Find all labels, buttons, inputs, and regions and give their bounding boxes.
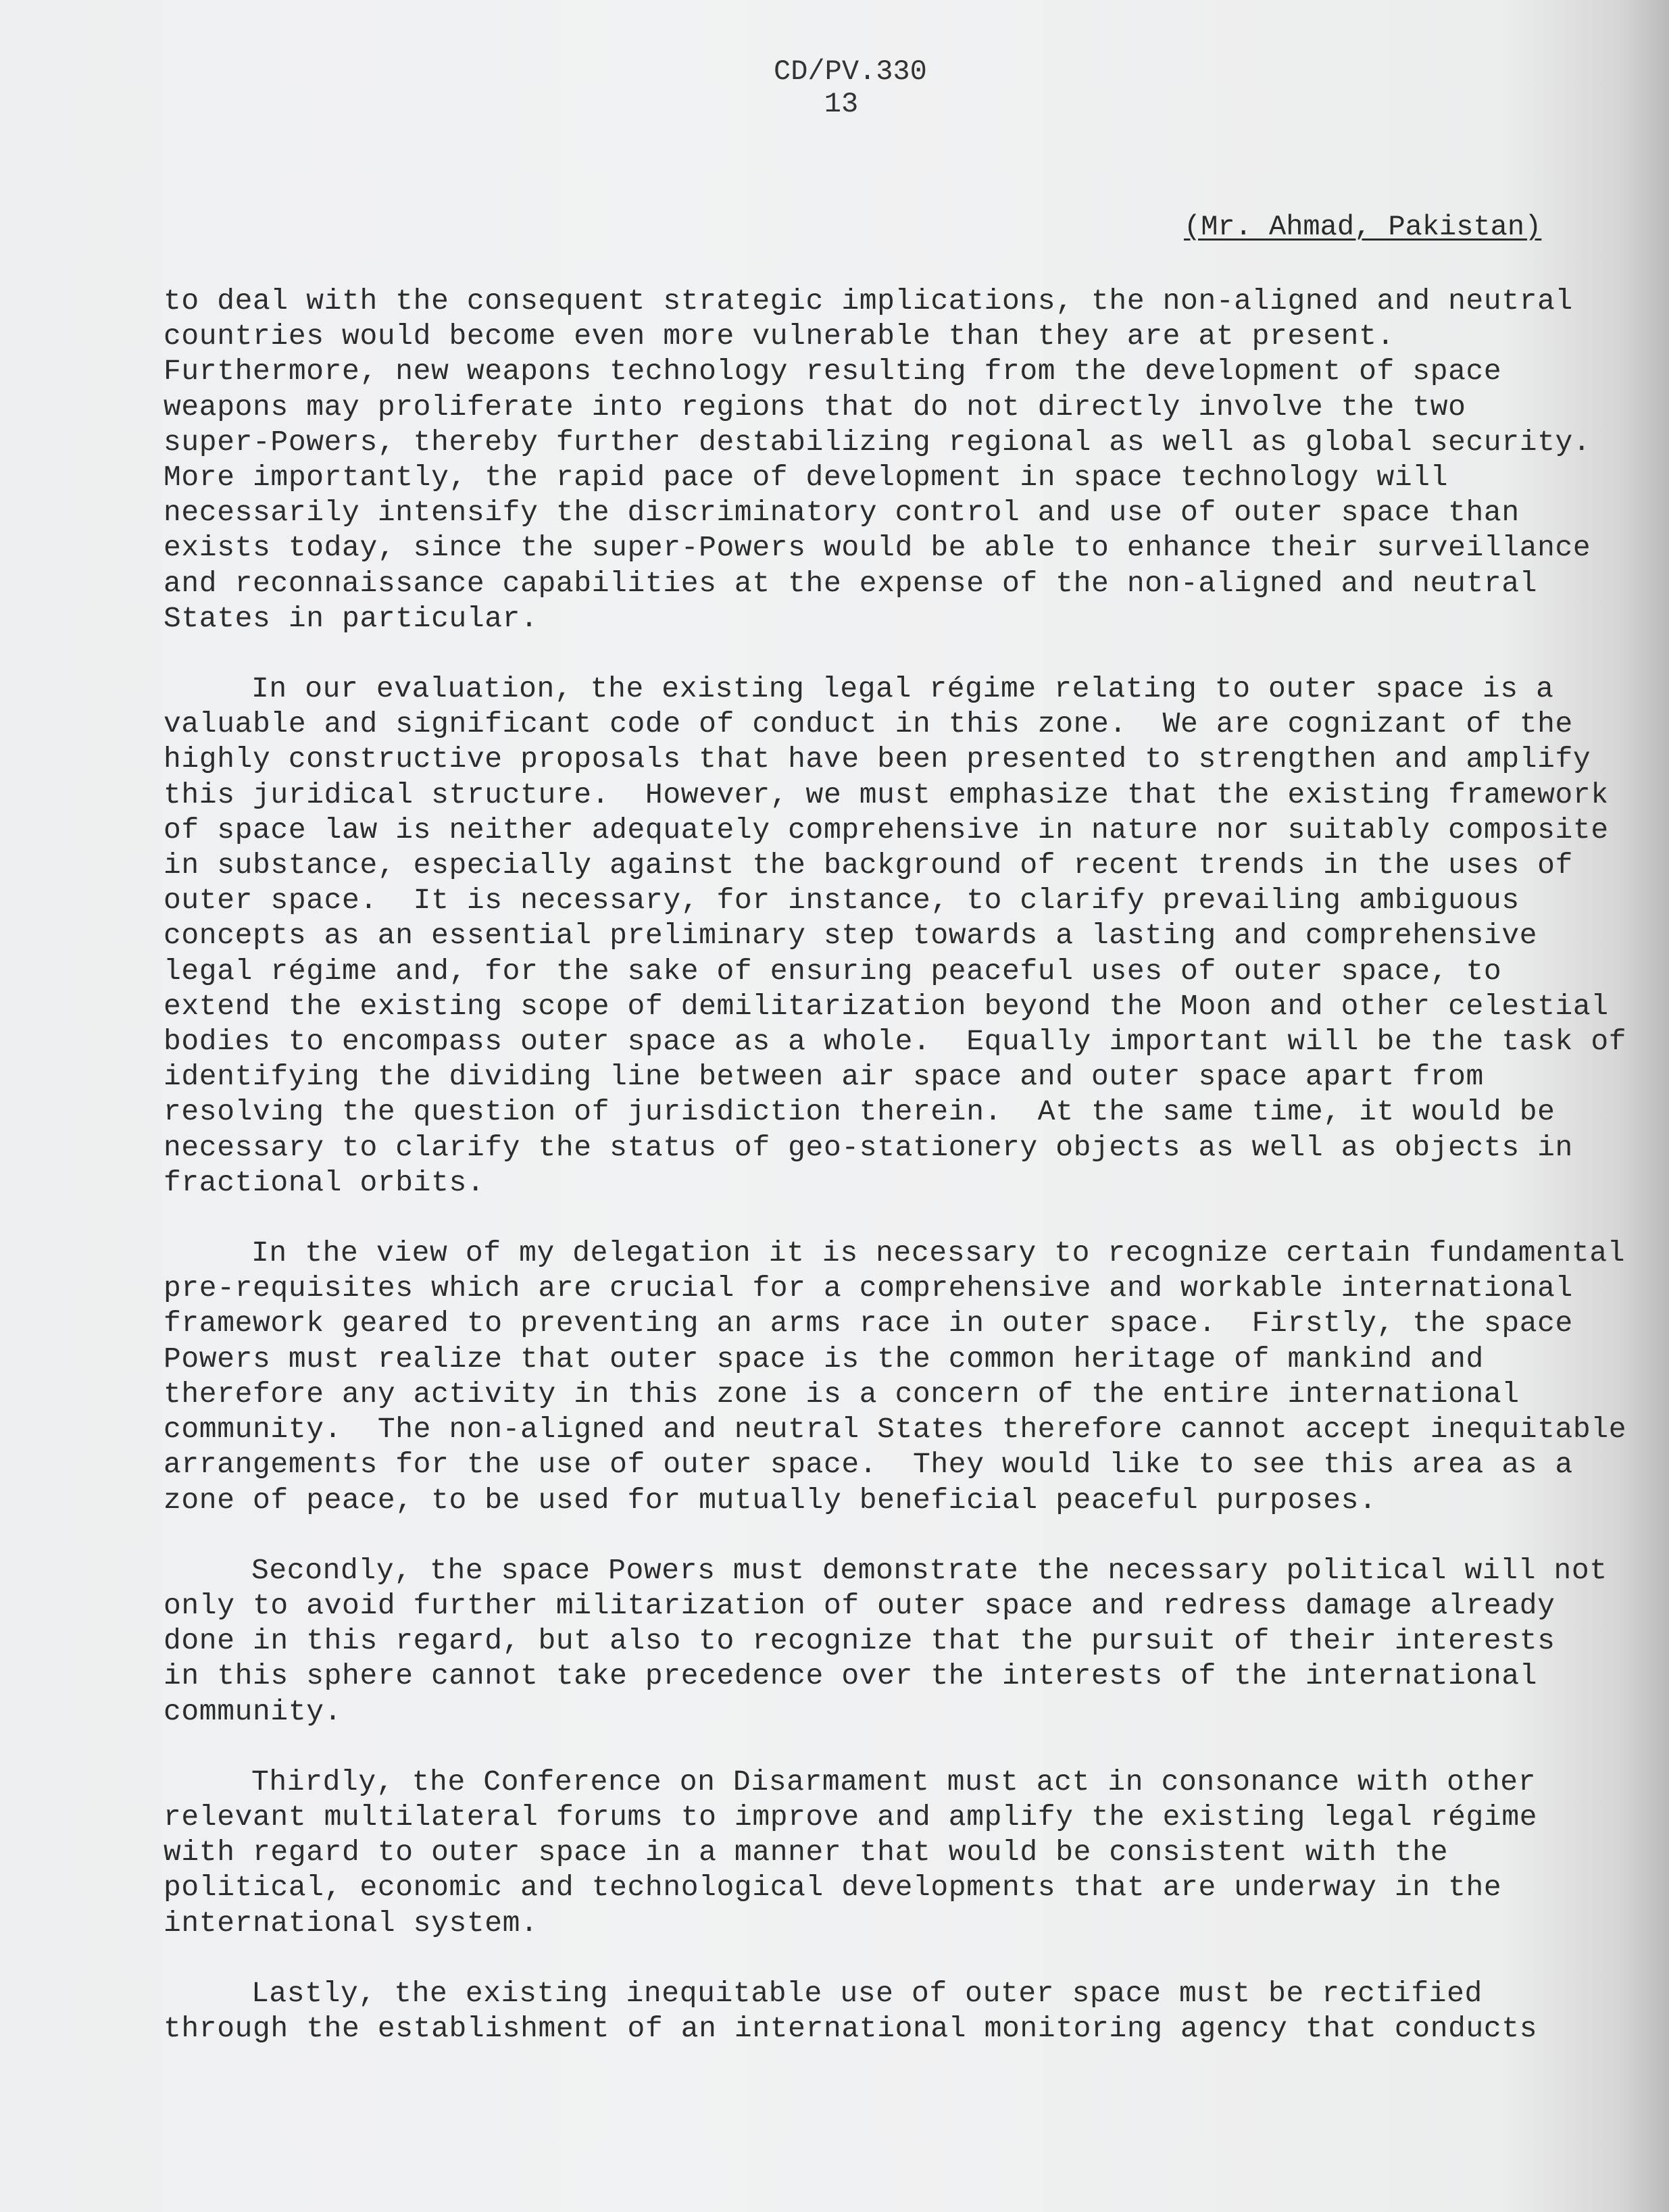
text-line: exists today, since the super-Powers would be able to enhance their surveillance (164, 531, 1591, 565)
body-text (164, 284, 1627, 2082)
text-line: political, economic and technological developments that are underway in the (164, 1871, 1502, 1905)
text-line: fractional orbits. (164, 1165, 485, 1199)
text-line: Thirdly, the Conference on Disarmament must act in consonance with other (251, 1765, 1537, 1799)
text-line: pre-requisites which are crucial for a comprehensive and workable international (164, 1272, 1573, 1305)
text-line: of space law is neither adequately comprehensive in nature nor suitably composite (164, 813, 1609, 847)
text-line: extend the existing scope of demilitarization beyond the Moon and other celestial (164, 989, 1609, 1023)
speaker-label (1184, 211, 1541, 243)
text-line: outer space. It is necessary, for instance, to clarify prevailing ambiguous (164, 884, 1520, 918)
text-line: framework geared to preventing an arms race in outer space. Firstly, the space (164, 1307, 1573, 1340)
text-line: valuable and significant code of conduct in this zone. We are cognizant of the (164, 707, 1573, 741)
text-line: resolving the question of jurisdiction therein. At the same time, it would be (164, 1095, 1555, 1129)
text-line: this juridical structure. However, we must emphasize that the existing framework (164, 778, 1609, 811)
text-line: States in particular. (164, 601, 539, 635)
text-line: bodies to encompass outer space as a whole. Equally important will be the task of (164, 1025, 1627, 1059)
text-line: relevant multilateral forums to improve and amplify the existing legal régime (164, 1800, 1538, 1834)
text-line: legal régime and, for the sake of ensuring peaceful uses of outer space, to (164, 954, 1502, 988)
document-header (774, 55, 927, 120)
paragraph-5 (164, 1765, 1616, 1941)
text-line: necessary to clarify the status of geo-stationery objects as well as objects in (164, 1130, 1573, 1164)
text-line: to deal with the consequent strategic implications, the non-aligned and neutral (164, 284, 1573, 318)
paragraph-1 (164, 284, 1616, 636)
paragraph-2 (164, 672, 1627, 1201)
paragraph-6 (164, 1976, 1616, 2046)
document-code: CD/PV.330 (774, 55, 927, 88)
text-line: international system. (164, 1906, 539, 1940)
text-line: only to avoid further militarization of outer space and redress damage already (164, 1588, 1555, 1622)
text-line: and reconnaissance capabilities at the expense of the non-aligned and neutral (164, 566, 1538, 600)
text-line: identifying the dividing line between air space and outer space apart from (164, 1060, 1484, 1094)
text-line: with regard to outer space in a manner that would be consistent with the (164, 1836, 1449, 1869)
text-line: through the establishment of an international monitoring agency that conducts (164, 2011, 1538, 2045)
text-line: Lastly, the existing inequitable use of outer space must be rectified (251, 1976, 1483, 2010)
paragraph-3 (164, 1236, 1627, 1518)
text-line: zone of peace, to be used for mutually beneficial peaceful purposes. (164, 1483, 1377, 1517)
page-number: 13 (824, 88, 859, 120)
text-line: super-Powers, thereby further destabilizing regional as well as global security. (164, 425, 1591, 459)
text-line: concepts as an essential preliminary step towards a lasting and comprehensive (164, 919, 1538, 953)
text-line: in this sphere cannot take precedence over the interests of the international (164, 1659, 1538, 1693)
text-line: arrangements for the use of outer space. They would like to see this area as a (164, 1448, 1573, 1482)
speaker-name: (Mr. Ahmad, Pakistan) (1184, 211, 1542, 243)
text-line: weapons may proliferate into regions that do not directly involve the two (164, 390, 1466, 424)
text-line: highly constructive proposals that have been presented to strengthen and amplify (164, 743, 1591, 776)
text-line: necessarily intensify the discriminatory control and use of outer space than (164, 496, 1520, 530)
text-line: In the view of my delegation it is necessary to recognize certain fundamental (251, 1236, 1626, 1270)
text-line: in substance, especially against the background of recent trends in the uses of (164, 849, 1573, 882)
text-line: Furthermore, new weapons technology resulting from the development of space (164, 355, 1502, 388)
text-line: Secondly, the space Powers must demonstrate the necessary political will not (251, 1553, 1608, 1587)
text-line: countries would become even more vulnerable than they are at present. (164, 320, 1395, 353)
text-line: Powers must realize that outer space is the common heritage of mankind and (164, 1342, 1484, 1376)
text-line: In our evaluation, the existing legal régime relating to outer space is a (251, 672, 1554, 706)
text-line: More importantly, the rapid pace of development in space technology will (164, 461, 1449, 495)
text-line: done in this regard, but also to recognize that the pursuit of their interests (164, 1624, 1555, 1658)
text-line: therefore any activity in this zone is a concern of the entire international (164, 1377, 1520, 1411)
text-line: community. (164, 1694, 343, 1728)
paragraph-4 (164, 1553, 1616, 1730)
text-line: community. The non-aligned and neutral States therefore cannot accept inequitable (164, 1413, 1627, 1447)
